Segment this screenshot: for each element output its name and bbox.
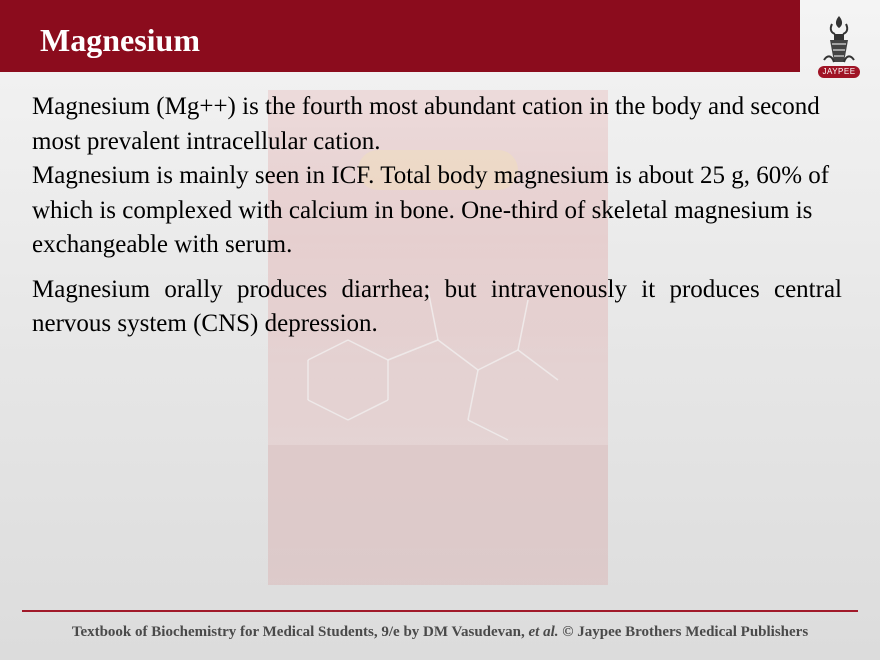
publisher-logo-text: JAYPEE: [818, 66, 860, 78]
paragraph-cation: Magnesium (Mg++) is the fourth most abundant cation in the body and second most prevalent intracellular cation.: [32, 93, 820, 155]
footer-citation-prefix: Textbook of Biochemistry for Medical Students, 9/e by DM Vasudevan,: [71, 624, 529, 640]
footer-citation: [0, 622, 880, 642]
footer-citation-italic: et al.: [528, 624, 559, 640]
paragraph-effects: Magnesium orally produces diarrhea; but intravenously it produces central nervous system (CNS) depression.: [32, 275, 842, 337]
footer-citation-suffix: © Jaypee Brothers Medical Publishers: [558, 624, 809, 640]
slide-body: [32, 90, 842, 342]
paragraph-distribution: Magnesium is mainly seen in ICF. Total body magnesium is about 25 g, 60% of which is complexed with calcium in bone. One-third of skeletal magnesium is exchangeable with serum.: [32, 162, 830, 258]
slide-title: Magnesium: [40, 22, 200, 58]
footer-divider: [22, 610, 858, 612]
